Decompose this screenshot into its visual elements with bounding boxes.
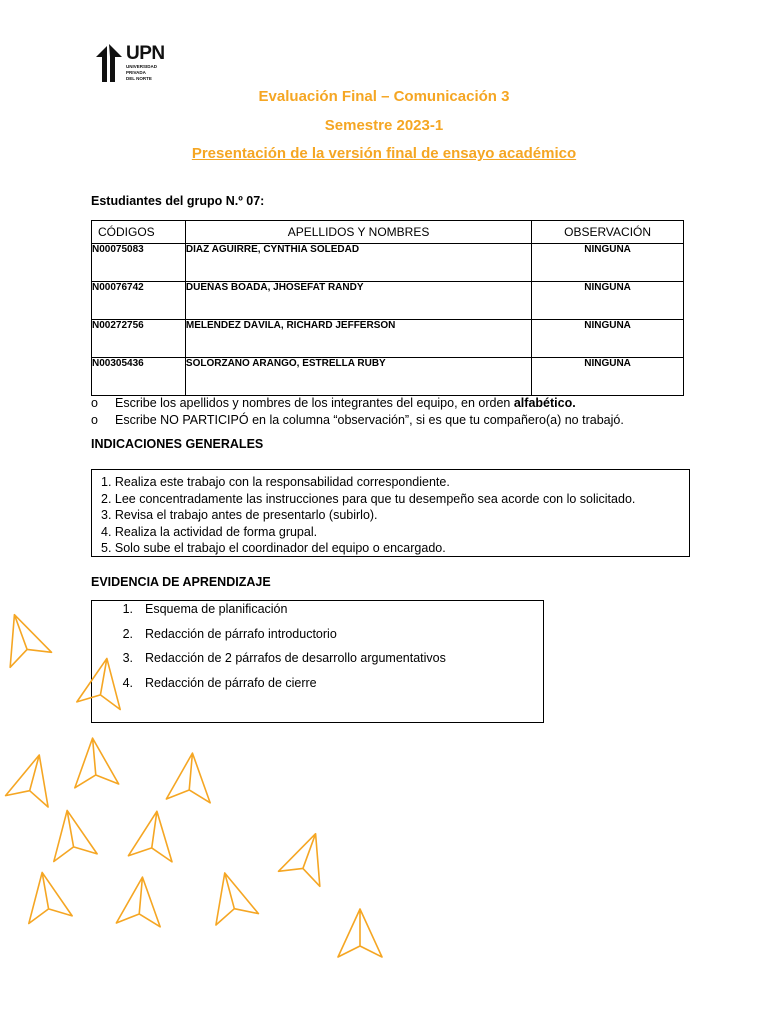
students-table <box>91 220 684 396</box>
student-observation: NINGUNA <box>532 244 684 282</box>
logo-sub-1: UNIVERSIDAD <box>126 64 158 69</box>
indicacion-item: 3. Revisa el trabajo antes de presentarlo (subirlo). <box>101 508 378 522</box>
table-row <box>92 320 684 358</box>
indicaciones-box <box>91 469 690 557</box>
evidencia-number: 1. <box>122 602 133 616</box>
student-observation: NINGUNA <box>532 320 684 358</box>
student-name: DUEÑAS BOADA, JHOSEFAT RANDY <box>185 282 531 320</box>
note-item <box>91 395 624 412</box>
bullet-icon: o <box>91 413 98 427</box>
evidencia-text: Redacción de párrafo introductorio <box>145 626 337 641</box>
arrow-icon <box>71 736 119 788</box>
arrow-icon <box>20 869 72 924</box>
logo-sub-3: DEL NORTE <box>126 76 152 81</box>
indicaciones-label: INDICACIONES GENERALES <box>91 437 264 451</box>
table-header-row <box>92 221 684 244</box>
student-code: N00075083 <box>92 244 186 282</box>
arrow-icon <box>116 875 164 927</box>
upn-torch-icon <box>96 44 122 82</box>
table-notes <box>91 395 624 429</box>
header-codes: CÓDIGOS <box>92 221 186 244</box>
bullet-icon: o <box>91 396 98 410</box>
student-observation: NINGUNA <box>532 358 684 396</box>
evidencia-label: EVIDENCIA DE APRENDIZAJE <box>91 575 271 589</box>
header-names: APELLIDOS Y NOMBRES <box>185 221 531 244</box>
student-code: N00305436 <box>92 358 186 396</box>
evidencia-number: 3. <box>122 651 133 665</box>
decorative-arrows <box>0 600 400 980</box>
indicacion-item: 5. Solo sube el trabajo el coordinador del equipo o encargado. <box>101 541 446 555</box>
table-row <box>92 282 684 320</box>
arrow-icon <box>204 867 259 925</box>
arrow-icon <box>0 607 52 667</box>
arrow-icon <box>77 655 129 710</box>
evidencia-text: Redacción de párrafo de cierre <box>145 675 317 690</box>
indicacion-item: 4. Realiza la actividad de forma grupal. <box>101 524 318 539</box>
evidencia-number: 4. <box>122 675 133 690</box>
evidencia-number: 2. <box>122 626 133 641</box>
student-code: N00272756 <box>92 320 186 358</box>
table-row <box>92 244 684 282</box>
header-observation: OBSERVACIÓN <box>532 221 684 244</box>
student-observation: NINGUNA <box>532 282 684 320</box>
student-name: MELENDEZ DÁVILA, RICHARD JEFFERSON <box>185 320 531 358</box>
arrow-icon <box>128 808 178 862</box>
note-1-bold: alfabético. <box>513 396 576 410</box>
note-2-text: Escribe NO PARTICIPÓ en la columna “observación”, si es que tu compañero(a) no trabajó. <box>115 413 624 427</box>
evidencia-text: Esquema de planificación <box>145 602 288 616</box>
indicacion-item: 2. Lee concentradamente las instrucciones para que tu desempeño sea acorde con lo solicitado. <box>101 491 636 506</box>
arrow-icon <box>6 749 61 807</box>
evidencia-text: Redacción de 2 párrafos de desarrollo argumentativos <box>145 651 446 665</box>
student-name: SOLORZANO ARANGO, ESTRELLA RUBY <box>185 358 531 396</box>
arrow-icon <box>338 909 382 957</box>
arrow-icon <box>45 807 97 862</box>
student-name: DIAZ AGUIRRE, CYNTHIA SOLEDAD <box>185 244 531 282</box>
logo-name: UPN <box>126 43 165 64</box>
group-label: Estudiantes del grupo N.º 07: <box>91 194 265 208</box>
semester-title: Semestre 2023-1 <box>324 117 444 134</box>
logo-sub-2: PRIVADA <box>126 70 146 75</box>
indicacion-item: 1. Realiza este trabajo con la responsabilidad correspondiente. <box>101 475 450 489</box>
note-1-text: Escribe los apellidos y nombres de los integrantes del equipo, en orden <box>115 396 514 410</box>
student-code: N00076742 <box>92 282 186 320</box>
document-title: Evaluación Final – Comunicación 3 <box>258 88 510 105</box>
table-row <box>92 358 684 396</box>
arrow-icon <box>278 826 336 886</box>
arrow-icon <box>166 751 214 803</box>
document-subtitle: Presentación de la versión final de ensayo académico <box>191 145 577 162</box>
upn-logo <box>96 44 165 82</box>
note-item <box>91 412 624 429</box>
